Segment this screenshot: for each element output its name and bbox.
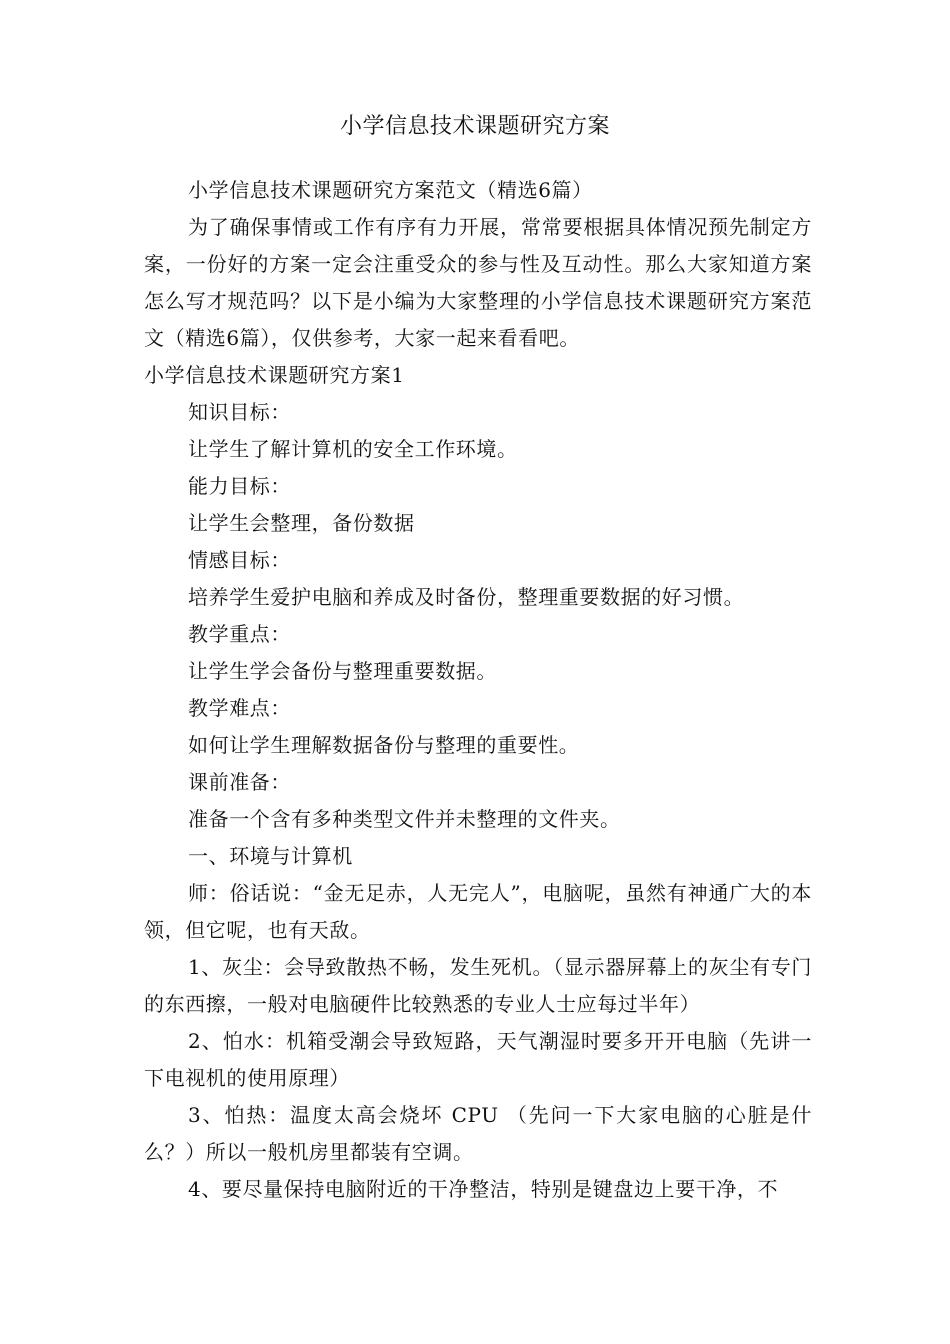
paragraph: 培养学生爱护电脑和养成及时备份，整理重要数据的好习惯。	[188, 585, 745, 609]
paragraph: 2、怕水：机箱受潮会导致短路，天气潮湿时要多开开电脑（先讲一下电视机的使用原理）	[144, 1029, 812, 1090]
paragraph: 小学信息技术课题研究方案范文（精选6篇）	[188, 178, 593, 202]
section-heading: 小学信息技术课题研究方案1	[144, 363, 405, 387]
paragraph: 4、要尽量保持电脑附近的干净整洁，特别是键盘边上要干净，不	[188, 1177, 779, 1201]
paragraph: 课前准备：	[188, 770, 291, 794]
paragraph: 为了确保事情或工作有序有力开展，常常要根据具体情况预先制定方案，一份好的方案一定会注重受众的参与性及互动性。那么大家知道方案怎么写才规范吗？以下是小编为大家整理的小学信息技术课题研究方案范文（精选6篇），仅供参考，大家一起来看看吧。	[144, 215, 812, 350]
paragraph: 让学生学会备份与整理重要数据。	[188, 659, 497, 683]
paragraph: 准备一个含有多种类型文件并未整理的文件夹。	[188, 807, 621, 831]
paragraph: 师：俗话说：“金无足赤，人无完人”，电脑呢，虽然有神通广大的本领，但它呢，也有天敌。	[144, 881, 812, 942]
paragraph: 3、怕热：温度太高会烧坏 CPU （先问一下大家电脑的心脏是什么？）所以一般机房里都装有空调。	[144, 1103, 812, 1164]
paragraph: 让学生会整理，备份数据	[188, 511, 415, 535]
paragraph: 1、灰尘：会导致散热不畅，发生死机。（显示器屏幕上的灰尘有专门的东西擦，一般对电脑硬件比较熟悉的专业人士应每过半年）	[144, 955, 812, 1016]
paragraph: 让学生了解计算机的安全工作环境。	[188, 437, 518, 461]
paragraph: 一、环境与计算机	[188, 844, 353, 868]
paragraph: 能力目标：	[188, 474, 291, 498]
paragraph: 情感目标：	[188, 548, 291, 572]
paragraph: 知识目标：	[188, 400, 291, 424]
paragraph: 教学重点：	[188, 622, 291, 646]
document-title: 小学信息技术课题研究方案	[339, 114, 610, 139]
document-body	[144, 172, 812, 1208]
paragraph: 教学难点：	[188, 696, 291, 720]
paragraph: 如何让学生理解数据备份与整理的重要性。	[188, 733, 580, 757]
